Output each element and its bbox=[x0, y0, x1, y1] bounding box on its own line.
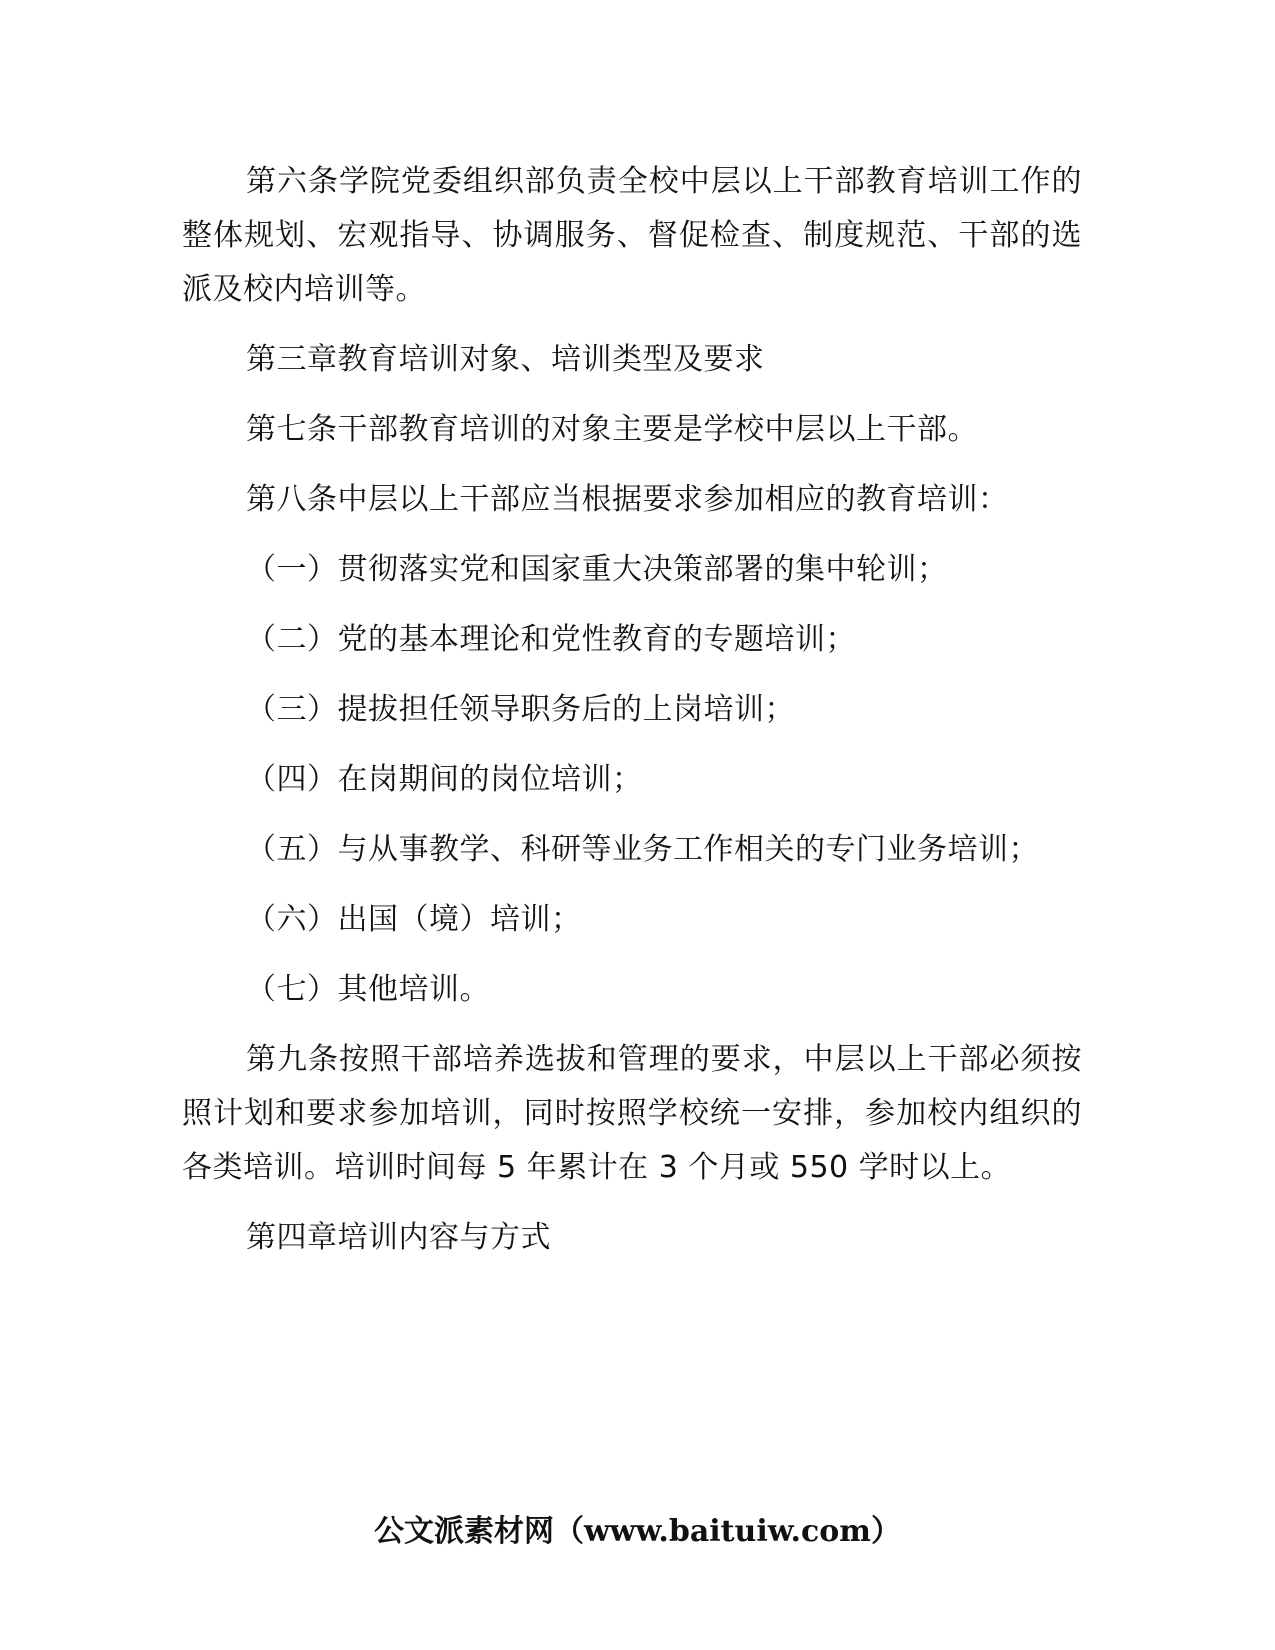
article-7-paragraph: 第七条干部教育培训的对象主要是学校中层以上干部。 bbox=[246, 412, 978, 447]
chapter-3-heading: 第三章教育培训对象、培训类型及要求 bbox=[246, 342, 765, 377]
document-body bbox=[182, 155, 1082, 1281]
list-item-4: （四）在岗期间的岗位培训； bbox=[246, 762, 643, 797]
article-6-paragraph: 第六条学院党委组织部负责全校中层以上干部教育培训工作的整体规划、宏观指导、协调服务、督促检查、制度规范、干部的选派及校内培训等。 bbox=[182, 164, 1082, 307]
article-9-paragraph: 第九条按照干部培养选拔和管理的要求，中层以上干部必须按照计划和要求参加培训，同时按照学校统一安排，参加校内组织的各类培训。培训时间每 5 年累计在 3 个月或 550 学时以上。 bbox=[182, 1042, 1082, 1185]
list-item-1: （一）贯彻落实党和国家重大决策部署的集中轮训； bbox=[246, 552, 948, 587]
article-8-paragraph: 第八条中层以上干部应当根据要求参加相应的教育培训： bbox=[246, 482, 1009, 517]
list-item-6: （六）出国（境）培训； bbox=[246, 902, 582, 937]
chapter-4-heading: 第四章培训内容与方式 bbox=[246, 1220, 551, 1255]
page-footer: 公文派素材网（www.baituiw.com） bbox=[373, 1514, 902, 1549]
list-item-3: （三）提拔担任领导职务后的上岗培训； bbox=[246, 692, 795, 727]
list-item-2: （二）党的基本理论和党性教育的专题培训； bbox=[246, 622, 856, 657]
list-item-7: （七）其他培训。 bbox=[246, 972, 490, 1007]
list-item-5: （五）与从事教学、科研等业务工作相关的专门业务培训； bbox=[246, 832, 1039, 867]
